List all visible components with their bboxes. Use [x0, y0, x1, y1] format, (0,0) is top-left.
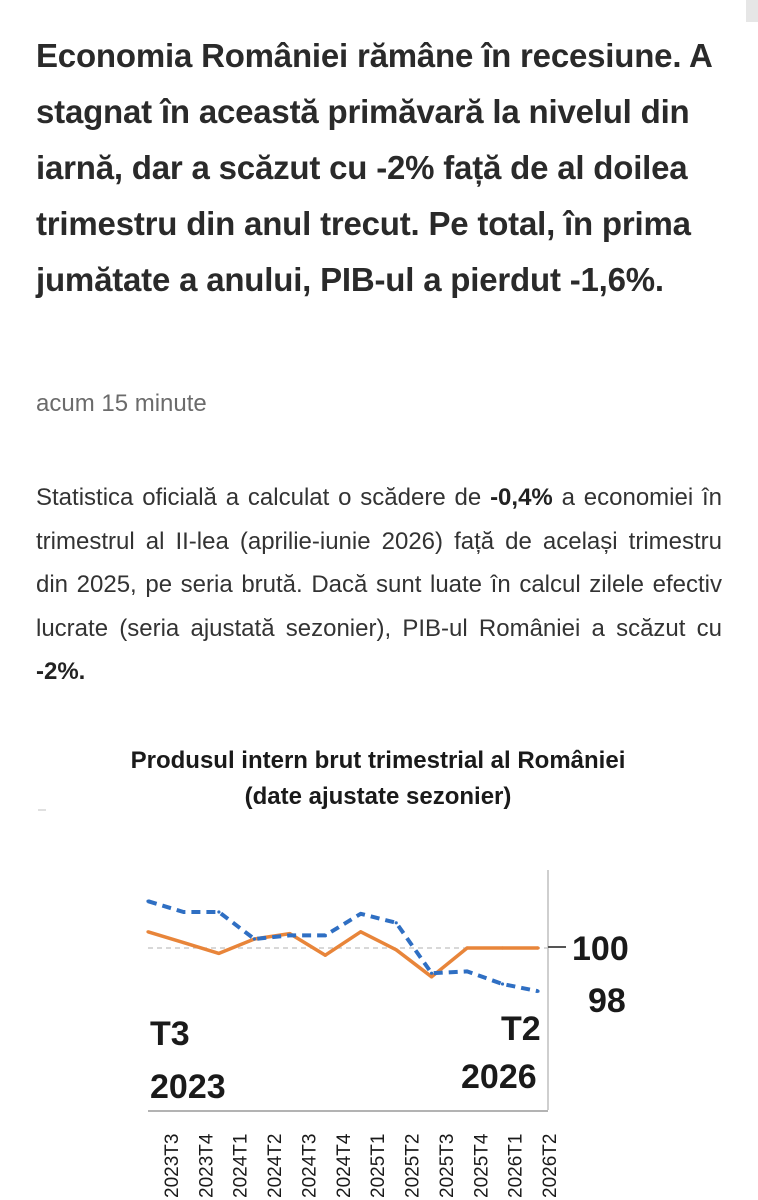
body-text-part-1: Statistica oficială a calculat o scădere de [36, 484, 482, 511]
article-body [36, 476, 722, 694]
series-point-solid-2025T3 [430, 975, 433, 978]
series-point-solid-2023T4 [182, 941, 185, 944]
x-tick-label-2025T1: 2025T1 [368, 1133, 390, 1198]
body-highlight-1: -0,4% [490, 484, 553, 511]
article-headline: Economia României rămâne în recesiune. A stagnat în această primăvară la nivelul din iarnă, dar a scăzut cu -2% față de al doilea trimestru din anul trecut. Pe total, în prima jumătate a anului, PIB-ul a pierdut -1,6%. [36, 37, 712, 298]
scrollbar-thumb[interactable] [746, 0, 758, 22]
series-point-dashed-2024T2 [253, 937, 256, 940]
series-point-solid-2025T2 [395, 948, 398, 951]
series-point-dashed-2024T3 [288, 934, 291, 937]
series-point-solid-2024T1 [217, 952, 220, 955]
x-tick-label-2026T1: 2026T1 [505, 1133, 527, 1198]
series-point-dashed-2024T4 [324, 934, 327, 937]
x-tick-label-2025T2: 2025T2 [402, 1133, 424, 1198]
article-timestamp: acum 15 minute [36, 390, 207, 417]
x-tick-label-2024T2: 2024T2 [265, 1133, 287, 1198]
series-point-solid-2026T1 [501, 946, 504, 949]
annotation-end-year: 2026 [461, 1058, 537, 1096]
series-point-dashed-2025T1 [359, 912, 362, 915]
chart-series-layer [146, 900, 539, 993]
series-point-dashed-2024T1 [217, 910, 220, 913]
chart-x-axis-labels [162, 1133, 561, 1198]
series-point-solid-2025T4 [466, 946, 469, 949]
x-tick-label-2023T3: 2023T3 [162, 1133, 183, 1198]
y-tick-label-98: 98 [588, 982, 626, 1020]
series-point-dashed-2025T2 [395, 921, 398, 924]
y-tick-label-100: 100 [572, 930, 629, 968]
body-highlight-2: -2%. [36, 658, 86, 685]
x-tick-label-2026T2: 2026T2 [540, 1133, 561, 1198]
series-point-dashed-2025T3 [430, 972, 433, 975]
series-point-solid-2026T2 [536, 946, 539, 949]
series-point-solid-2023T3 [146, 930, 149, 933]
annotation-start-year: 2023 [150, 1068, 226, 1106]
x-tick-label-2024T1: 2024T1 [230, 1133, 252, 1198]
series-point-dashed-2025T4 [466, 970, 469, 973]
series-point-solid-2025T1 [359, 930, 362, 933]
x-tick-label-2024T4: 2024T4 [333, 1133, 355, 1198]
series-line-solid [148, 932, 538, 977]
series-point-dashed-2026T1 [501, 982, 504, 985]
x-tick-label-2025T4: 2025T4 [471, 1133, 493, 1198]
series-point-dashed-2023T3 [146, 900, 149, 903]
x-tick-label-2024T3: 2024T3 [299, 1133, 321, 1198]
series-point-solid-2024T4 [324, 954, 327, 957]
x-tick-label-2025T3: 2025T3 [436, 1133, 458, 1198]
series-point-dashed-2026T2 [536, 990, 539, 993]
annotation-start-quarter: T3 [150, 1015, 190, 1053]
chart-title: Produsul intern brut trimestrial al României [130, 747, 626, 774]
series-point-dashed-2023T4 [182, 910, 185, 913]
series-line-dashed [148, 901, 538, 991]
gdp-chart [0, 720, 758, 1200]
body-text-part-2: a economiei în trimestrul al II-lea (aprilie-iunie 2026) față de același trimestru din 2025, pe seria brută. Dacă sunt luate în calcul zilele efectiv lucrate (seria ajustată sezonier), PIB-ul României a scăzut cu [36, 484, 723, 642]
x-tick-label-2023T4: 2023T4 [196, 1133, 218, 1198]
chart-subtitle: (date ajustate sezonier) [244, 783, 512, 810]
annotation-end-quarter: T2 [501, 1010, 541, 1048]
